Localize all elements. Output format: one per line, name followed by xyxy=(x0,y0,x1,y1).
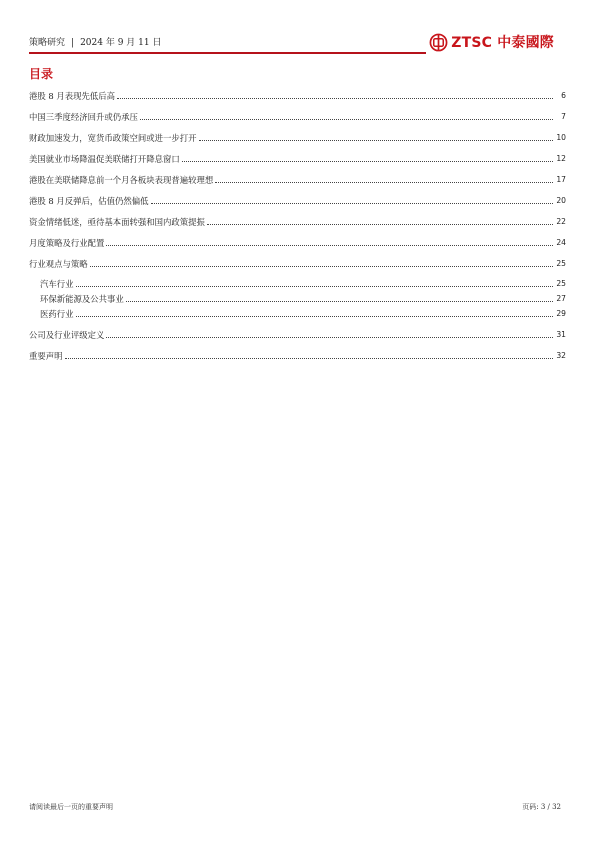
toc-entry-page: 17 xyxy=(556,175,566,184)
toc-entry[interactable] xyxy=(29,348,566,362)
toc-leader xyxy=(106,336,553,338)
toc-entry[interactable] xyxy=(29,193,566,207)
toc-entry-label: 公司及行业评级定义 xyxy=(29,330,105,340)
toc-entry[interactable] xyxy=(29,88,566,102)
toc-leader xyxy=(215,181,553,183)
toc-leader xyxy=(140,118,553,120)
toc-entry-page: 10 xyxy=(556,133,566,142)
toc-entry[interactable] xyxy=(29,327,566,341)
toc-entry-page: 25 xyxy=(556,259,566,268)
toc-entry[interactable] xyxy=(29,256,566,270)
toc-subentry[interactable] xyxy=(40,306,566,320)
toc-entry-page: 27 xyxy=(556,294,566,303)
toc-entry-page: 24 xyxy=(556,238,566,247)
logo-text: ZTSC 中泰國際 xyxy=(451,35,554,51)
toc-entry[interactable] xyxy=(29,109,566,123)
toc-entry-label: 港股 8 月表现先低后高 xyxy=(29,91,116,101)
toc-entry-page: 12 xyxy=(556,154,566,163)
toc-entry-label: 环保新能源及公共事业 xyxy=(40,294,124,304)
toc-entry-label: 月度策略及行业配置 xyxy=(29,238,105,248)
toc-leader xyxy=(151,202,553,204)
toc-entry-label: 港股在美联储降息前一个月各板块表现普遍较理想 xyxy=(29,175,214,185)
toc-leader xyxy=(90,265,553,267)
toc-entry[interactable] xyxy=(29,235,566,249)
toc-entry-page: 6 xyxy=(561,91,566,100)
toc-leader xyxy=(65,357,554,359)
toc-entry-page: 22 xyxy=(556,217,566,226)
header-info xyxy=(29,35,161,48)
toc-entry-label: 中国三季度经济回升或仍承压 xyxy=(29,112,138,122)
ztsc-logo-icon xyxy=(429,33,448,52)
toc-leader xyxy=(106,244,553,246)
toc-entry-label: 港股 8 月反弹后，估值仍然偏低 xyxy=(29,196,149,206)
toc-entry-label: 医药行业 xyxy=(40,309,74,319)
toc-entry-label: 行业观点与策略 xyxy=(29,259,88,269)
toc-entry-page: 20 xyxy=(556,196,566,205)
toc-subentry[interactable] xyxy=(40,291,566,305)
toc-entry-label: 美国就业市场降温促美联储打开降息窗口 xyxy=(29,154,180,164)
toc-entry[interactable] xyxy=(29,130,566,144)
toc-entry-page: 32 xyxy=(556,351,566,360)
page-number: 页码: 3 / 32 xyxy=(522,803,561,811)
toc-entry-label: 重要声明 xyxy=(29,351,63,361)
toc-entry-page: 25 xyxy=(556,279,566,288)
page-header xyxy=(29,32,566,54)
company-logo xyxy=(429,32,554,52)
toc-leader xyxy=(207,223,553,225)
toc-entry-page: 7 xyxy=(561,112,566,121)
toc-leader xyxy=(76,285,554,287)
header-separator: | xyxy=(71,38,75,48)
toc-leader xyxy=(76,315,554,317)
toc-leader xyxy=(126,300,553,302)
toc-subentry[interactable] xyxy=(40,276,566,290)
toc-entry-page: 31 xyxy=(556,330,566,339)
toc-entry[interactable] xyxy=(29,172,566,186)
toc-leader xyxy=(182,160,553,162)
toc-entry-label: 财政加速发力，宽货币政策空间或进一步打开 xyxy=(29,133,197,143)
toc-entry-page: 29 xyxy=(556,309,566,318)
toc-title: 目录 xyxy=(29,67,54,81)
toc-entry[interactable] xyxy=(29,151,566,165)
header-divider xyxy=(29,52,426,54)
report-date: 2024 年 9 月 11 日 xyxy=(80,38,162,48)
toc-entry-label: 汽车行业 xyxy=(40,279,74,289)
toc-entry-label: 资金情绪低迷，亟待基本面转强和国内政策提振 xyxy=(29,217,205,227)
toc-entry[interactable] xyxy=(29,214,566,228)
footer-disclaimer: 请阅读最后一页的重要声明 xyxy=(29,803,113,811)
toc-leader xyxy=(199,139,554,141)
report-category: 策略研究 xyxy=(29,38,66,48)
toc-leader xyxy=(117,97,553,99)
